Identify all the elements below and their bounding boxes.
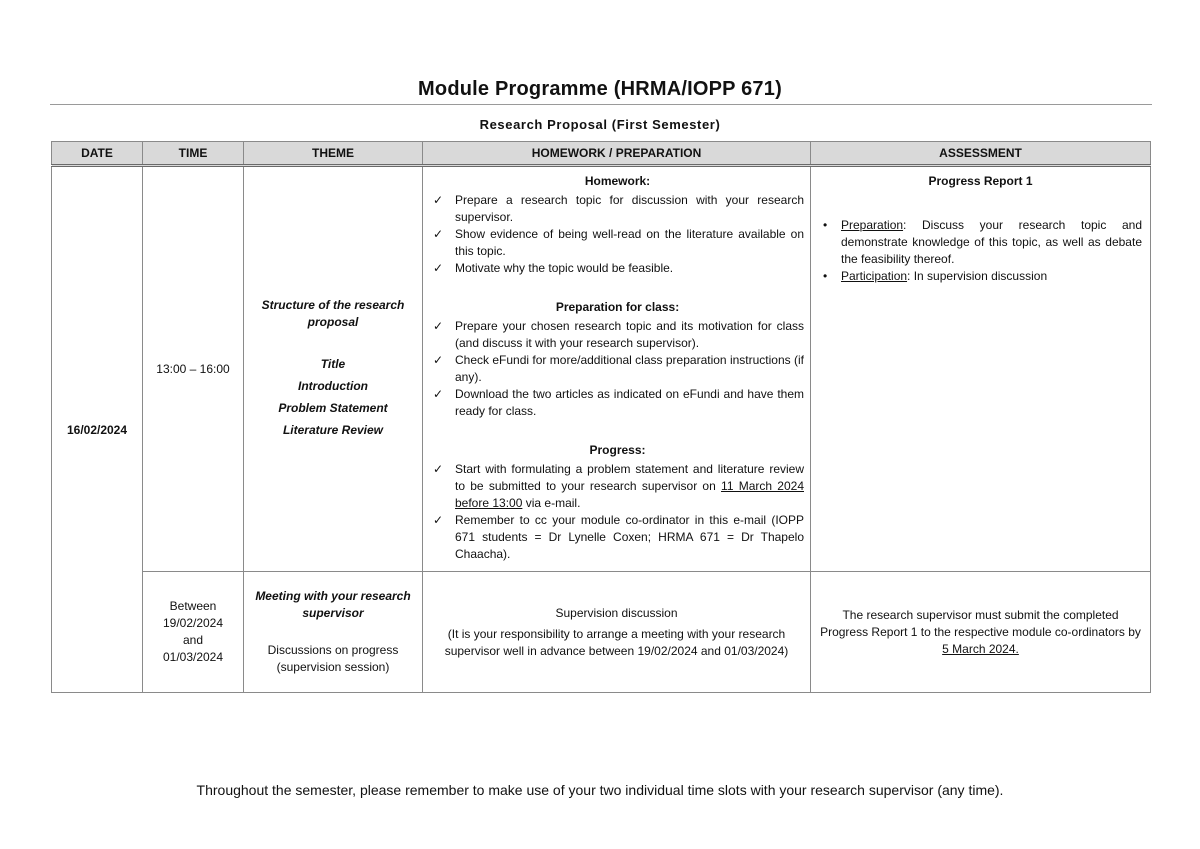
progress-list [431, 461, 804, 563]
homework-cell [423, 572, 811, 693]
list-item: ✓ Show evidence of being well-read on the literature available on this topic. [433, 227, 804, 258]
time-range-cell: Between 19/02/2024 and 01/03/2024 [143, 572, 244, 693]
theme-cell [244, 572, 423, 693]
check-icon: ✓ [433, 193, 444, 207]
check-icon: ✓ [433, 462, 444, 476]
preparation-list [431, 318, 804, 420]
theme-item: Literature Review [282, 423, 384, 437]
check-icon: ✓ [433, 319, 444, 333]
bullet-icon: • [823, 218, 828, 232]
bullet-icon: • [823, 269, 828, 283]
page-subtitle: Research Proposal (First Semester) [479, 117, 721, 132]
column-header-homework: HOMEWORK / PREPARATION [423, 142, 811, 166]
time-cell: 13:00 – 16:00 [143, 166, 244, 572]
progress-heading: Progress: [589, 443, 646, 457]
list-item: ✓ Motivate why the topic would be feasible. [433, 261, 674, 275]
submission-date: 5 March 2024. [942, 641, 1019, 656]
supervision-note: (It is your responsibility to arrange a meeting with your research supervisor well in advance between 19/02/2024 and 01/03/2024) [444, 626, 789, 658]
check-icon: ✓ [433, 387, 444, 401]
table-row [52, 166, 1151, 572]
assessment-cell [811, 166, 1151, 572]
homework-heading: Homework: [584, 174, 651, 188]
list-item: • Participation: In supervision discussion [823, 269, 1048, 283]
check-icon: ✓ [433, 227, 444, 241]
list-item: ✓ Check eFundi for more/additional class preparation instructions (if any). [433, 353, 804, 384]
theme-main: Structure of the research proposal [261, 298, 405, 329]
title-rule [50, 104, 1152, 105]
page-title: Module Programme (HRMA/IOPP 671) [418, 78, 782, 100]
homework-list [431, 192, 804, 277]
list-item: ✓ Start with formulating a problem statement and literature review to be submitted to your research supervisor on 11 March 2024 before 13:00 via e-mail. [433, 462, 804, 510]
assessment-list [819, 217, 1142, 285]
supervision-title: Supervision discussion [555, 605, 678, 620]
check-icon: ✓ [433, 261, 444, 275]
programme-table [51, 141, 1151, 693]
list-item: ✓ Prepare a research topic for discussion with your research supervisor. [433, 193, 804, 224]
list-item: ✓ Remember to cc your module co-ordinator in this e-mail (IOPP 671 students = Dr Lynelle Coxen; HRMA 671 = Dr Thapelo Chaacha). [433, 513, 804, 561]
check-icon: ✓ [433, 513, 444, 527]
assessment-cell: The research supervisor must submit the completed Progress Report 1 to the respective module co-ordinators by 5 March 2024. [811, 572, 1151, 693]
homework-cell [423, 166, 811, 572]
check-icon: ✓ [433, 353, 444, 367]
table-header-row [52, 142, 1151, 166]
date-cell: 16/02/2024 [52, 166, 143, 693]
column-header-date: DATE [52, 142, 143, 166]
list-item: ✓ Prepare your chosen research topic and its motivation for class (and discuss it with your research supervisor). [433, 319, 804, 350]
column-header-time: TIME [143, 142, 244, 166]
footer-note: Throughout the semester, please remember to make use of your two individual time slots with your research supervisor (any time). [196, 782, 1004, 798]
assessment-heading: Progress Report 1 [928, 174, 1033, 188]
deadline-date: 11 March 2024 before 13:00 [455, 479, 804, 510]
theme-cell [244, 166, 423, 572]
column-header-assessment: ASSESSMENT [811, 142, 1151, 166]
column-header-theme: THEME [244, 142, 423, 166]
theme-item: Introduction [298, 379, 368, 393]
list-item: ✓ Download the two articles as indicated on eFundi and have them ready for class. [433, 387, 804, 418]
theme-sub: Discussions on progress (supervision session) [267, 643, 399, 674]
preparation-heading: Preparation for class: [555, 300, 680, 314]
theme-item: Problem Statement [278, 401, 388, 415]
theme-item: Title [320, 357, 346, 371]
table-row [52, 572, 1151, 693]
list-item: • Preparation: Discuss your research topic and demonstrate knowledge of this topic, as well as debate the feasibility thereof. [823, 218, 1142, 266]
theme-main: Meeting with your research supervisor [255, 589, 411, 620]
